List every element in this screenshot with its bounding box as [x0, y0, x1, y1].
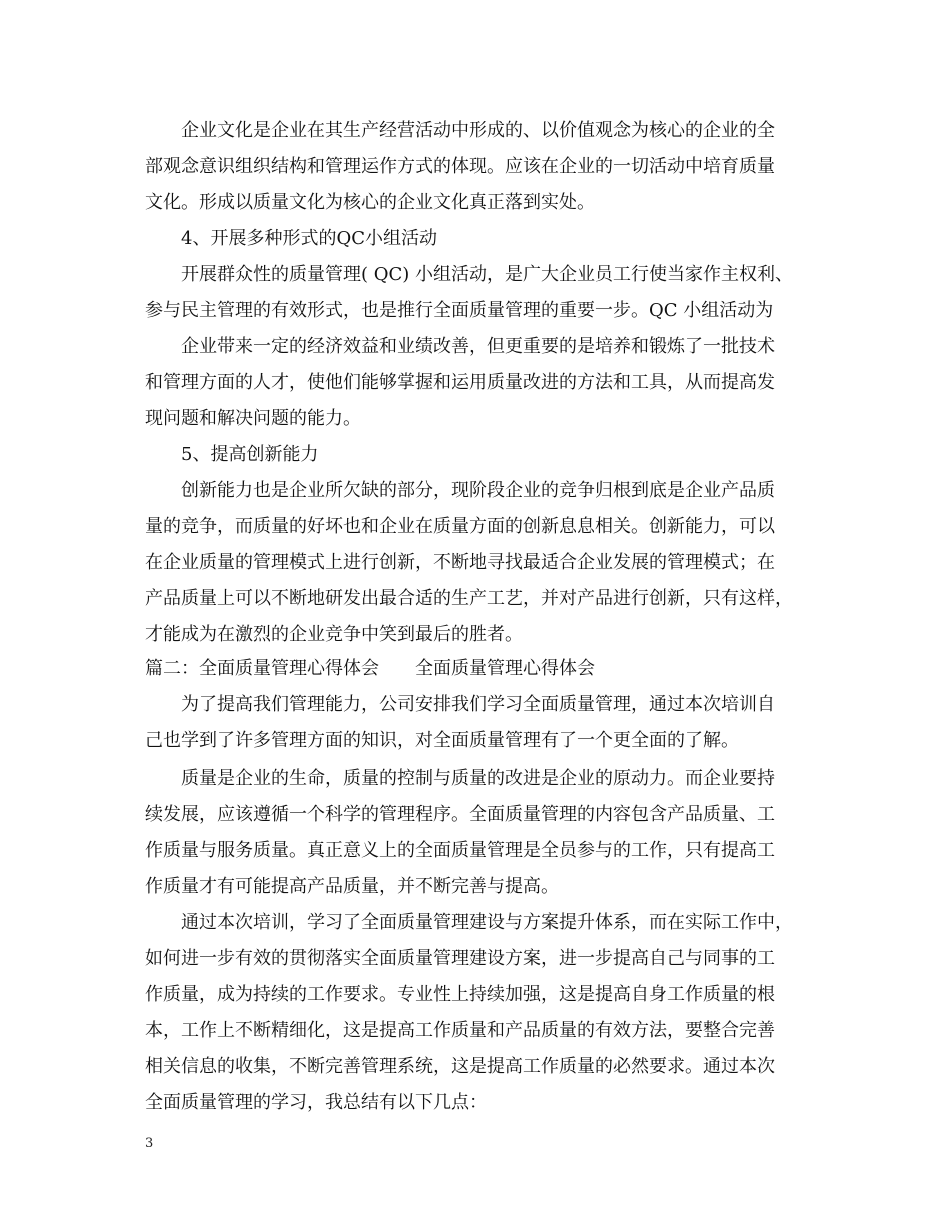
section-heading: 5、提高创新能力 — [181, 444, 319, 465]
text-line: 产品质量上可以不断地研发出最合适的生产工艺，并对产品进行创新，只有这样， — [145, 588, 793, 609]
text-line: 参与民主管理的有效形式，也是推行全面质量管理的重要一步。QC 小组活动为 — [145, 300, 774, 321]
text-line: 通过本次培训，学习了全面质量管理建设与方案提升体系，而在实际工作中， — [181, 912, 793, 933]
text-line: 部观念意识组织结构和管理运作方式的体现。应该在企业的一切活动中培育质量 — [145, 156, 775, 177]
text-line: 如何进一步有效的贯彻落实全面质量管理建设方案，进一步提高自己与同事的工 — [145, 948, 775, 969]
page-number: 3 — [145, 1136, 154, 1151]
section-heading: 4、开展多种形式的QC小组活动 — [181, 228, 437, 249]
text-line: 相关信息的收集，不断完善管理系统，这是提高工作质量的必然要求。通过本次 — [145, 1056, 775, 1077]
text-line: 文化。形成以质量文化为核心的企业文化真正落到实处。 — [145, 192, 595, 213]
text-line: 现问题和解决问题的能力。 — [145, 408, 361, 429]
text-line: 作质量才有可能提高产品质量，并不断完善与提高。 — [145, 876, 559, 897]
text-line: 开展群众性的质量管理( QC) 小组活动，是广大企业员工行使当家作主权利、 — [181, 264, 794, 285]
text-line: 企业带来一定的经济效益和业绩改善，但更重要的是培养和锻炼了一批技术 — [181, 336, 775, 357]
text-line: 量的竞争，而质量的好坏也和企业在质量方面的创新息息相关。创新能力，可以 — [145, 516, 775, 537]
text-line: 质量是企业的生命，质量的控制与质量的改进是企业的原动力。而企业要持 — [181, 768, 775, 789]
text-line: 为了提高我们管理能力，公司安排我们学习全面质量管理，通过本次培训自 — [181, 694, 775, 715]
text-line: 作质量与服务质量。真正意义上的全面质量管理是全员参与的工作，只有提高工 — [145, 840, 775, 861]
text-line: 续发展，应该遵循一个科学的管理程序。全面质量管理的内容包含产品质量、工 — [145, 804, 775, 825]
text-line: 全面质量管理的学习，我总结有以下几点： — [145, 1092, 487, 1113]
text-line: 本，工作上不断精细化，这是提高工作质量和产品质量的有效方法，要整合完善 — [145, 1020, 775, 1041]
text-line: 己也学到了许多管理方面的知识，对全面质量管理有了一个更全面的了解。 — [145, 730, 739, 751]
chapter-heading: 篇二：全面质量管理心得体会 全面质量管理心得体会 — [145, 658, 595, 679]
text-line: 创新能力也是企业所欠缺的部分，现阶段企业的竞争归根到底是企业产品质 — [181, 480, 775, 501]
text-line: 企业文化是企业在其生产经营活动中形成的、以价值观念为核心的企业的全 — [181, 120, 775, 141]
text-line: 才能成为在激烈的企业竞争中笑到最后的胜者。 — [145, 624, 523, 645]
text-line: 在企业质量的管理模式上进行创新，不断地寻找最适合企业发展的管理模式；在 — [145, 552, 775, 573]
text-line: 和管理方面的人才，使他们能够掌握和运用质量改进的方法和工具，从而提高发 — [145, 372, 775, 393]
text-line: 作质量，成为持续的工作要求。专业性上持续加强，这是提高自身工作质量的根 — [145, 984, 775, 1005]
